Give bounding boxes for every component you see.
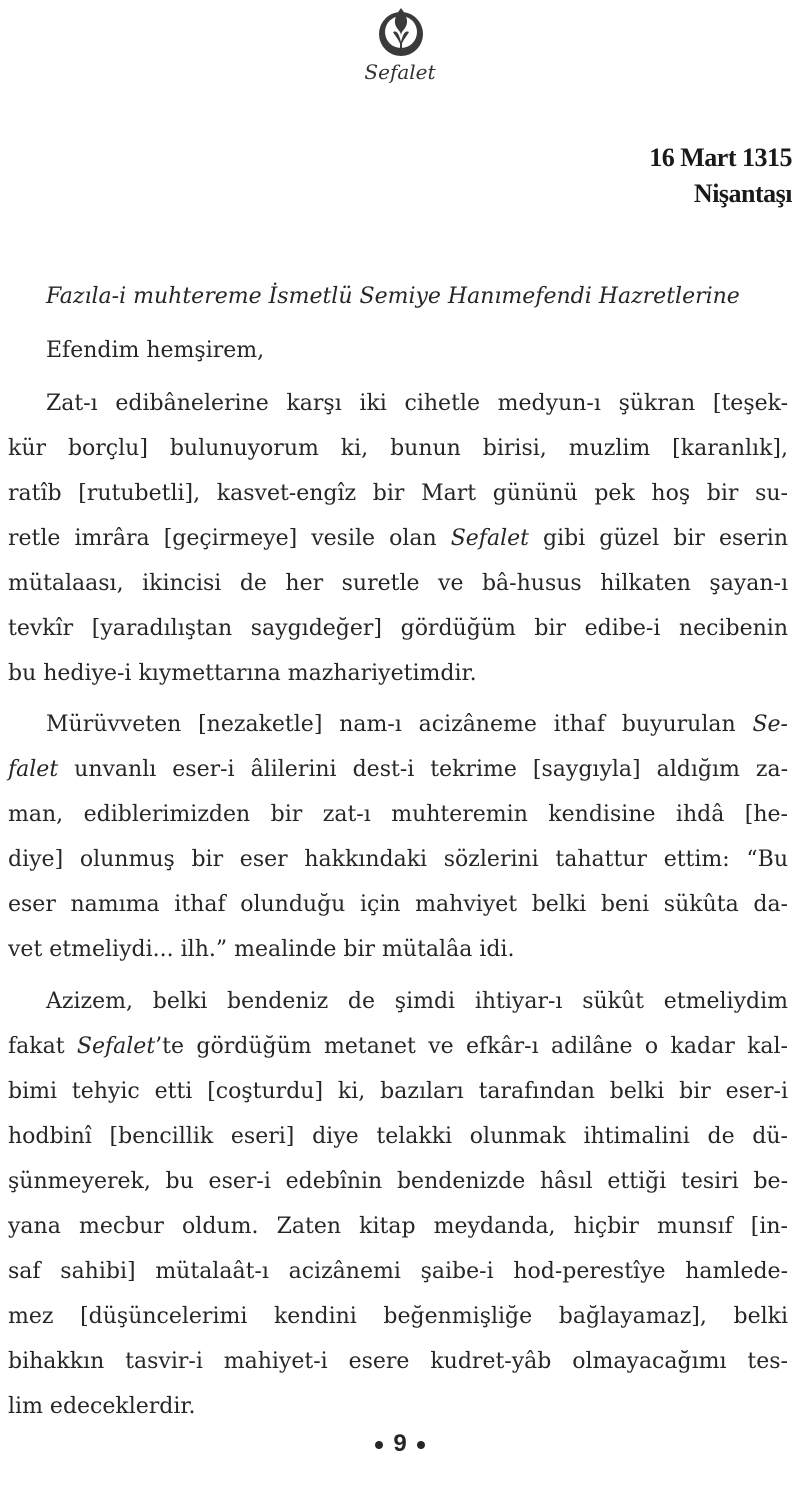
text-span: Mürüvveten [nezaketle] nam-ı acizâneme ithaf buyurulan — [46, 712, 753, 737]
book-title-italic: falet — [8, 757, 59, 782]
text-line: şünmeyerek, bu eser-i edebînin bendenizde hâsıl ettiği tesiri be- — [8, 1169, 788, 1194]
letter-date: 16 Mart 1315 — [649, 143, 792, 172]
letter-place: Nişantaşı — [693, 179, 792, 208]
text-line: kür borçlu] bulunuyorum ki, bunun birisi, muzlim [karanlık], — [8, 436, 788, 461]
text-span: unvanlı eser-i âlilerini dest-i tekrime [saygıyla] aldığım za- — [58, 757, 788, 782]
text-line: vet etmeliydi... ilh.” mealinde bir mütalâa idi. — [8, 937, 515, 962]
text-line: yana mecbur oldum. Zaten kitap meydanda, hiçbir munsıf [in- — [8, 1214, 788, 1239]
text-span: retle imrâra [geçirmeye] vesile olan — [8, 526, 451, 551]
text-line: saf sahibi] mütalaât-ı acizânemi şaibe-i hod-perestîye hamlede- — [8, 1259, 788, 1284]
text-line — [8, 755, 788, 785]
bullet-dot-icon — [375, 1441, 383, 1449]
running-header-title: Sefalet — [364, 60, 436, 84]
text-line: Zat-ı edibânelerine karşı iki cihetle medyun-ı şükran [teşek- — [46, 391, 788, 416]
text-line: mez [düşüncelerimi kendini beğenmişliğe bağlayamaz], belki — [8, 1304, 788, 1329]
text-line — [8, 524, 788, 554]
salutation: Fazıla-i muhtereme İsmetlü Semiye Hanımefendi Hazretlerine — [46, 284, 740, 309]
page-number-footer — [0, 1430, 800, 1458]
book-title-italic: Sefalet — [76, 1034, 156, 1059]
text-line: man, ediblerimizden bir zat-ı muhteremin kendisine ihdâ [he- — [8, 802, 788, 827]
text-line: bimi tehyic etti [coşturdu] ki, bazıları tarafından belki bir eser-i — [8, 1079, 788, 1104]
text-line: bihakkın tasvir-i mahiyet-i esere kudret-yâb olmayacağımı tes- — [8, 1349, 788, 1374]
book-title-italic: Sefalet — [450, 526, 529, 551]
greeting: Efendim hemşirem, — [46, 338, 265, 363]
text-line — [46, 710, 788, 740]
letter-date-block — [649, 140, 792, 212]
text-span: gibi güzel bir eserin — [528, 526, 788, 551]
text-line: eser namıma ithaf olunduğu için mahviyet belki beni sükûta da- — [8, 892, 788, 917]
bullet-dot-icon — [417, 1441, 425, 1449]
text-line — [8, 1032, 788, 1062]
text-line: tevkîr [yaradılıştan saygıdeğer] gördüğüm bir edibe-i necibenin — [8, 616, 788, 641]
text-line: lim edeceklerdir. — [8, 1394, 196, 1419]
tulip-emblem-icon — [371, 2, 431, 62]
text-line: Azizem, belki bendeniz de şimdi ihtiyar-ı sükût etmeliydim — [46, 989, 788, 1014]
text-line: diye] olunmuş bir eser hakkındaki sözlerini tahattur ettim: “Bu — [8, 847, 788, 872]
text-line: mütalaası, ikincisi de her suretle ve bâ-husus hilkaten şayan-ı — [8, 571, 788, 596]
text-line: ratîb [rutubetli], kasvet-engîz bir Mart gününü pek hoş bir su- — [8, 481, 788, 506]
page-number: 9 — [393, 1430, 407, 1457]
text-line: bu hediye-i kıymettarına mazhariyetimdir. — [8, 661, 477, 686]
text-span: fakat — [8, 1034, 77, 1059]
text-line: hodbinî [bencillik eseri] diye telakki olunmak ihtimalini de dü- — [8, 1124, 788, 1149]
book-title-italic: Se- — [752, 712, 788, 737]
text-span: ’te gördüğüm metanet ve efkâr-ı adilâne o kadar kal- — [155, 1034, 788, 1059]
